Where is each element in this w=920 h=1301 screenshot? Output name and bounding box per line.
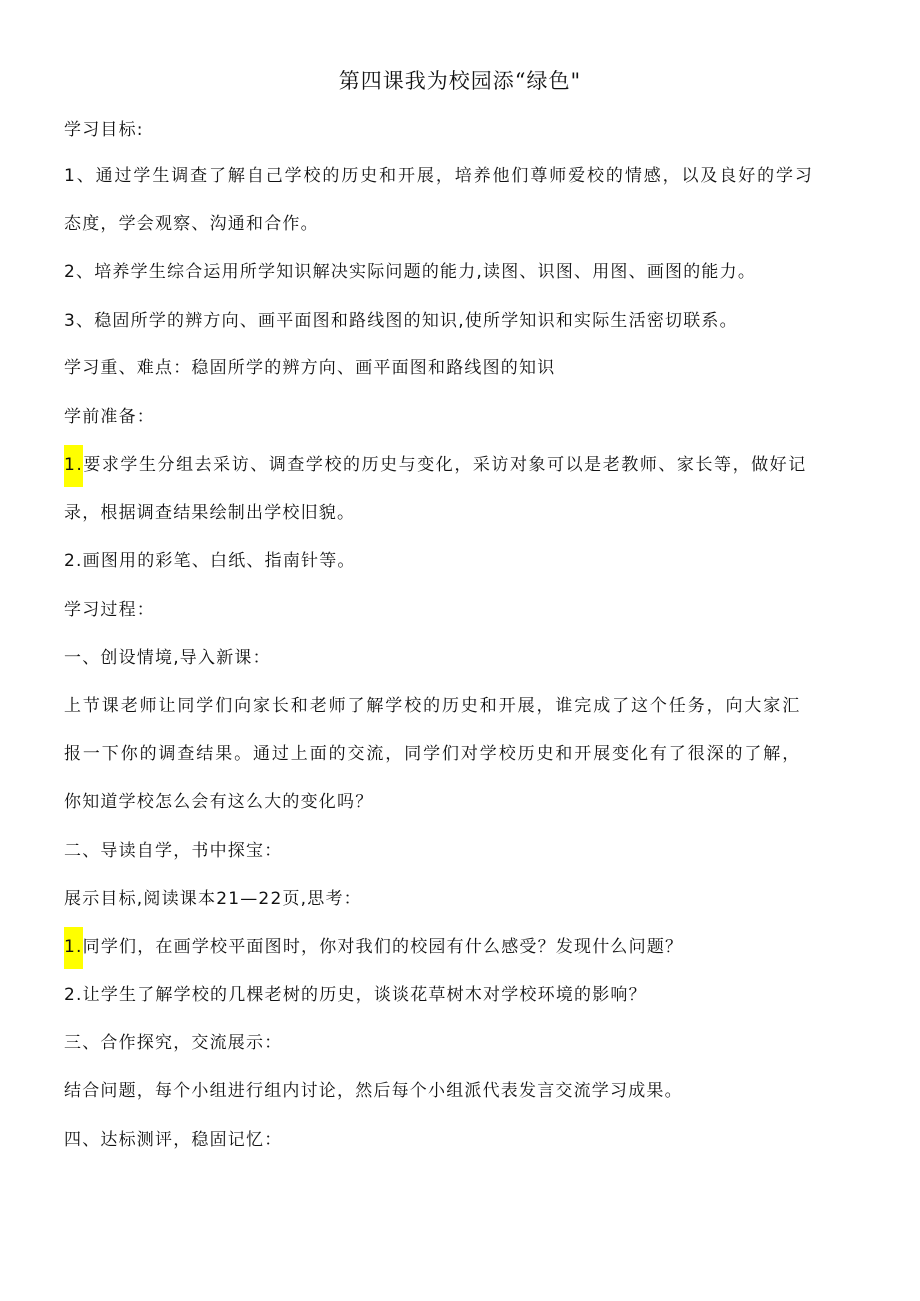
document-title: 第四课我为校园添“绿色" <box>338 69 582 93</box>
section-1-line-2: 报一下你的调查结果。通过上面的交流，同学们对学校历史和开展变化有了很深的了解， <box>64 744 802 764</box>
goal-2: 2、培养学生综合运用所学知识解决实际问题的能力,读图、识图、用图、画图的能力。 <box>64 262 757 282</box>
goals-heading: 学习目标: <box>64 120 144 140</box>
highlight-marker: 1. <box>64 445 83 487</box>
prep-item-2: 2.画图用的彩笔、白纸、指南针等。 <box>64 551 356 571</box>
section-2-heading: 二、导读自学，书中探宝： <box>64 841 283 861</box>
question-1 <box>64 934 683 960</box>
highlight-marker: 1. <box>64 927 83 969</box>
section-1-line-1: 上节课老师让同学们向家长和老师了解学校的历史和开展，谁完成了这个任务，向大家汇 <box>64 696 802 716</box>
goal-3: 3、稳固所学的辨方向、画平面图和路线图的知识,使所学知识和实际生活密切联系。 <box>64 311 738 331</box>
section-1-heading: 一、创设情境,导入新课： <box>64 648 271 668</box>
section-3-heading: 三、合作探究，交流展示： <box>64 1033 283 1053</box>
question-2: 2.让学生了解学校的几棵老树的历史，谈谈花草树木对学校环境的影响？ <box>64 985 647 1005</box>
goal-1-line-2: 态度，学会观察、沟通和合作。 <box>64 214 319 234</box>
prep-heading: 学前准备： <box>64 407 155 427</box>
prep-item-1-text: 要求学生分组去采访、调查学校的历史与变化，采访对象可以是老教师、家长等，做好记 <box>83 455 807 475</box>
prep-item-1-line-2: 录，根据调查结果绘制出学校旧貌。 <box>64 503 356 523</box>
key-points: 学习重、难点：稳固所学的辨方向、画平面图和路线图的知识 <box>64 358 556 378</box>
section-4-heading: 四、达标测评，稳固记忆： <box>64 1130 283 1150</box>
section-2-intro: 展示目标,阅读课本21—22页,思考： <box>64 889 362 909</box>
process-heading: 学习过程： <box>64 600 155 620</box>
section-3-text: 结合问题，每个小组进行组内讨论，然后每个小组派代表发言交流学习成果。 <box>64 1081 683 1101</box>
section-1-line-3: 你知道学校怎么会有这么大的变化吗？ <box>64 792 374 812</box>
goal-1-line-1: 1、通过学生调查了解自己学校的历史和开展，培养他们尊师爱校的情感，以及良好的学习 <box>64 166 814 186</box>
prep-item-1 <box>64 452 807 478</box>
question-1-text: 同学们，在画学校平面图时，你对我们的校园有什么感受？发现什么问题？ <box>82 937 684 957</box>
